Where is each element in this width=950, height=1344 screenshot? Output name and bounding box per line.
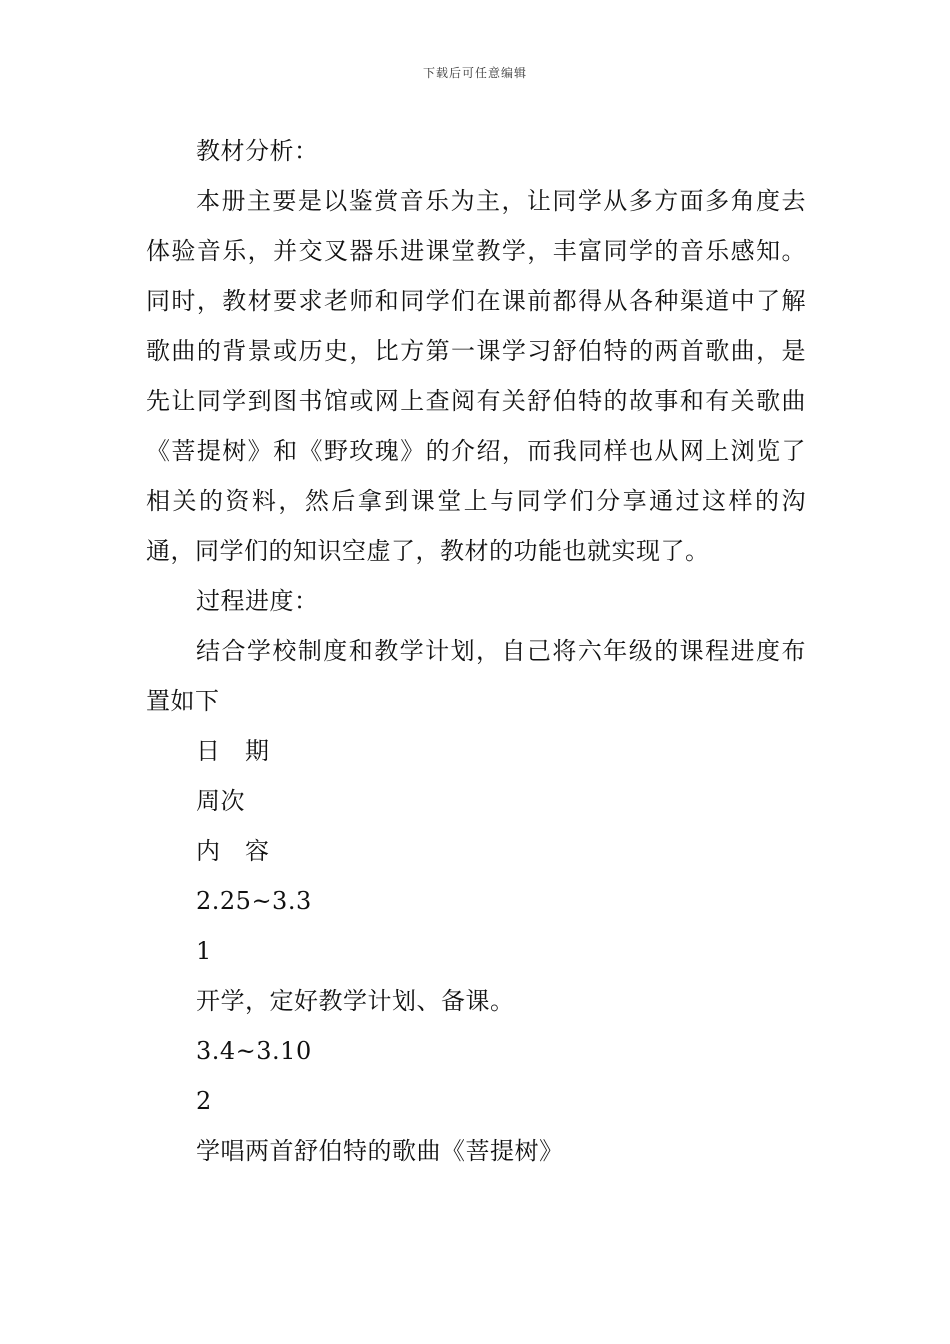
- page-header: 下载后可任意编辑: [422, 66, 527, 80]
- schedule-content: 学唱两首舒伯特的歌曲《菩提树》: [196, 1137, 564, 1165]
- schedule-header-content: 内 容: [196, 837, 270, 865]
- schedule-week: 1: [196, 937, 212, 965]
- section-heading-progress: 过程进度：: [196, 587, 319, 615]
- section-heading-analysis: 教材分析：: [196, 137, 319, 165]
- document-body: [146, 126, 806, 1176]
- schedule-header-date: 日 期: [196, 737, 270, 765]
- schedule-header-week: 周次: [196, 787, 245, 815]
- schedule-date: 2.25~3.3: [196, 887, 312, 915]
- schedule-date: 3.4~3.10: [196, 1037, 312, 1065]
- schedule-week: 2: [196, 1087, 212, 1115]
- progress-intro-paragraph: 结合学校制度和教学计划，自己将六年级的课程进度布置如下: [146, 637, 806, 715]
- schedule-content: 开学，定好教学计划、备课。: [196, 987, 515, 1015]
- analysis-paragraph: 本册主要是以鉴赏音乐为主，让同学从多方面多角度去体验音乐，并交叉器乐进课堂教学，丰富同学的音乐感知。同时，教材要求老师和同学们在课前都得从各种渠道中了解歌曲的背景或历史，比方第一课学习舒伯特的两首歌曲，是先让同学到图书馆或网上查阅有关舒伯特的故事和有关歌曲《菩提树》和《野玫瑰》的介绍，而我同样也从网上浏览了相关的资料，然后拿到课堂上与同学们分享通过这样的沟通，同学们的知识空虚了，教材的功能也就实现了。: [146, 187, 806, 565]
